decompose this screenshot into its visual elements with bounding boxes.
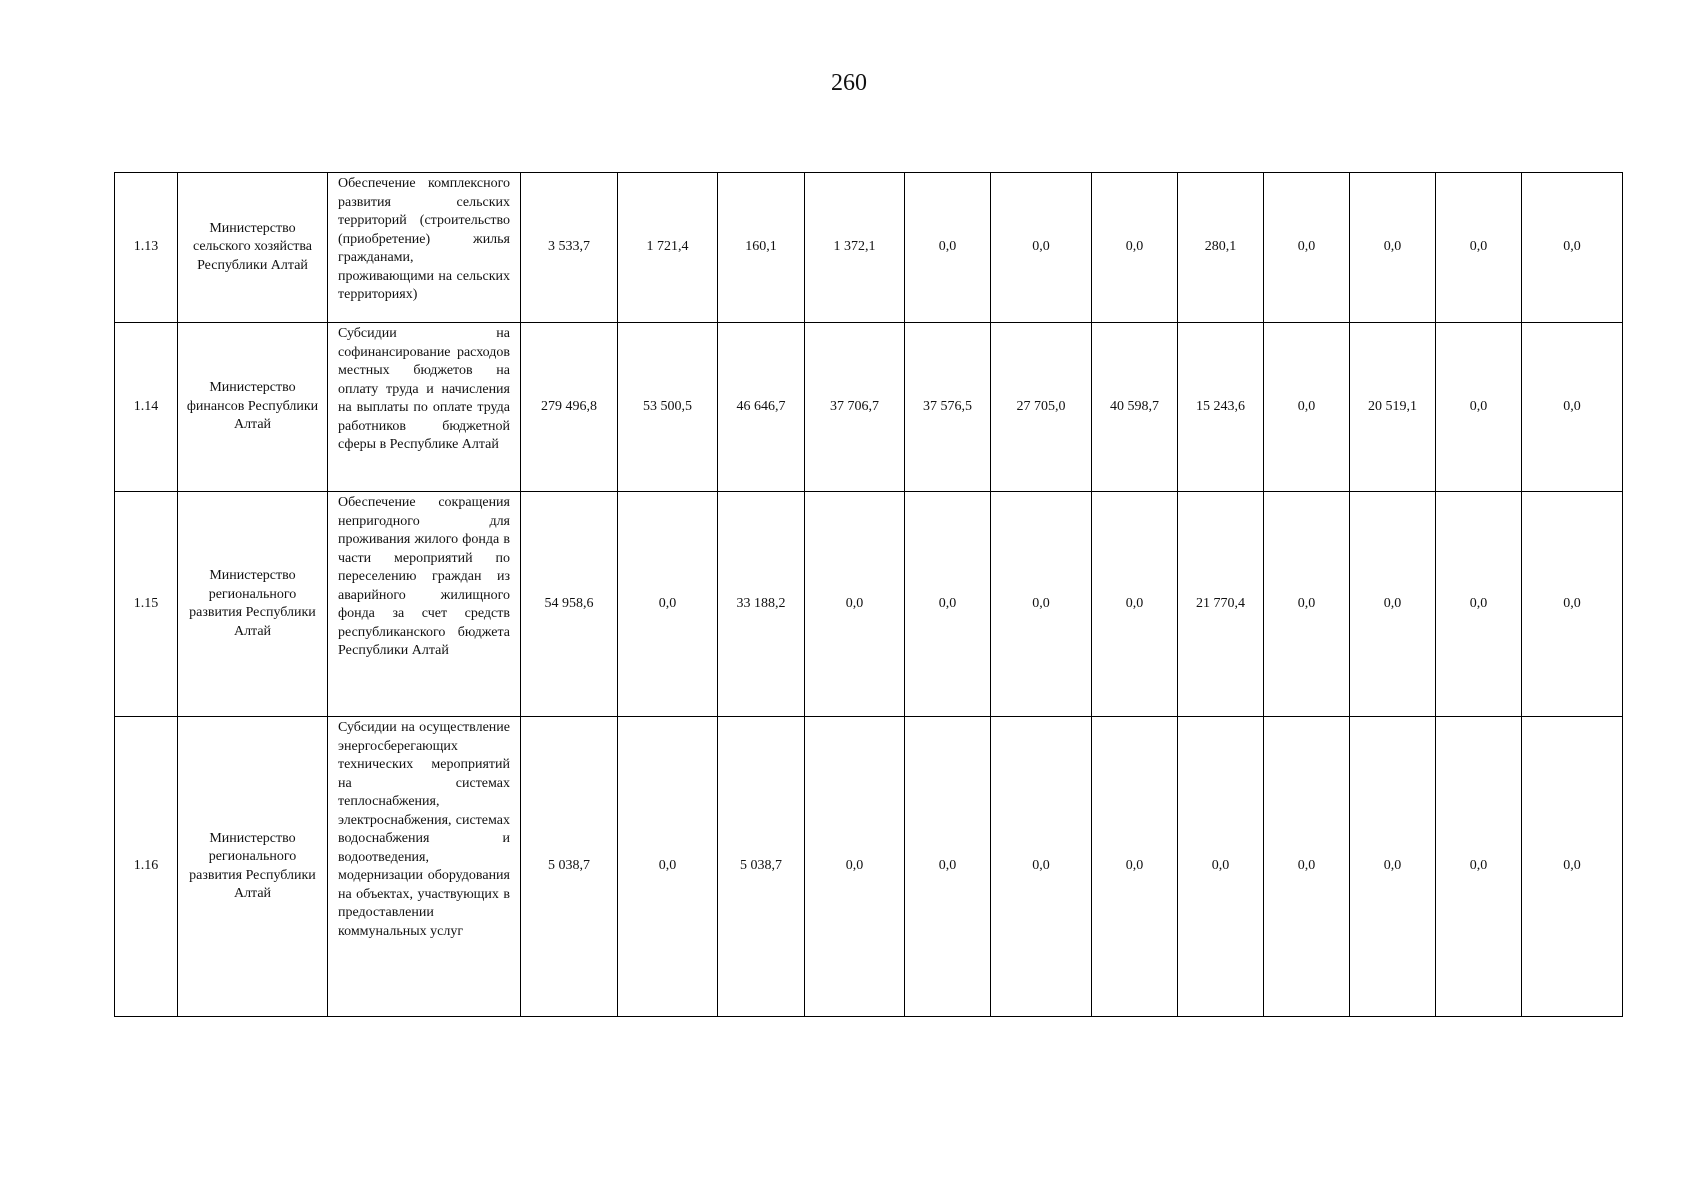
value-cell: 0,0 [991, 173, 1092, 323]
value-cell: 0,0 [1092, 173, 1178, 323]
value-cell: 0,0 [1264, 173, 1350, 323]
row-number: 1.13 [115, 173, 178, 323]
value-cell: 0,0 [1436, 717, 1522, 1017]
value-cell: 280,1 [1178, 173, 1264, 323]
responsible-organization: Министерство сельского хозяйства Республики Алтай [178, 173, 328, 323]
row-number: 1.14 [115, 323, 178, 492]
value-cell: 46 646,7 [718, 323, 805, 492]
value-cell: 0,0 [1264, 717, 1350, 1017]
value-cell: 0,0 [1350, 717, 1436, 1017]
value-cell: 37 576,5 [905, 323, 991, 492]
value-cell: 1 372,1 [805, 173, 905, 323]
value-cell: 0,0 [1350, 492, 1436, 717]
responsible-organization: Министерство финансов Республики Алтай [178, 323, 328, 492]
value-cell: 54 958,6 [521, 492, 618, 717]
value-cell: 37 706,7 [805, 323, 905, 492]
value-cell: 0,0 [1522, 323, 1623, 492]
value-cell: 0,0 [618, 717, 718, 1017]
value-cell: 53 500,5 [618, 323, 718, 492]
value-cell: 27 705,0 [991, 323, 1092, 492]
value-cell: 0,0 [905, 173, 991, 323]
value-cell: 0,0 [905, 717, 991, 1017]
value-cell: 0,0 [1178, 717, 1264, 1017]
row-number: 1.16 [115, 717, 178, 1017]
value-cell: 0,0 [618, 492, 718, 717]
value-cell: 279 496,8 [521, 323, 618, 492]
row-number: 1.15 [115, 492, 178, 717]
value-cell: 0,0 [905, 492, 991, 717]
value-cell: 1 721,4 [618, 173, 718, 323]
value-cell: 0,0 [1436, 173, 1522, 323]
value-cell: 0,0 [1436, 492, 1522, 717]
table-row [115, 173, 1623, 323]
value-cell: 160,1 [718, 173, 805, 323]
value-cell: 0,0 [1264, 323, 1350, 492]
value-cell: 0,0 [1350, 173, 1436, 323]
measure-description: Обеспечение сокращения непригодного для проживания жилого фонда в части мероприятий по переселению граждан из аварийного жилищного фонда за счет средств республиканского бюджета Республики Алтай [328, 492, 521, 717]
value-cell: 0,0 [1264, 492, 1350, 717]
value-cell: 0,0 [805, 717, 905, 1017]
measure-description: Обеспечение комплексного развития сельских территорий (строительство (приобретение) жилья гражданами, проживающими на сельских территориях) [328, 173, 521, 323]
value-cell: 0,0 [805, 492, 905, 717]
value-cell: 0,0 [1092, 492, 1178, 717]
table-row [115, 717, 1623, 1017]
value-cell: 0,0 [1092, 717, 1178, 1017]
responsible-organization: Министерство регионального развития Республики Алтай [178, 717, 328, 1017]
value-cell: 0,0 [1436, 323, 1522, 492]
responsible-organization: Министерство регионального развития Республики Алтай [178, 492, 328, 717]
page-number: 260 [831, 70, 867, 96]
value-cell: 0,0 [1522, 173, 1623, 323]
value-cell: 5 038,7 [718, 717, 805, 1017]
value-cell: 3 533,7 [521, 173, 618, 323]
value-cell: 0,0 [991, 492, 1092, 717]
measure-description: Субсидии на софинансирование расходов местных бюджетов на оплату труда и начисления на выплаты по оплате труда работников бюджетной сферы в Республике Алтай [328, 323, 521, 492]
value-cell: 5 038,7 [521, 717, 618, 1017]
value-cell: 40 598,7 [1092, 323, 1178, 492]
value-cell: 15 243,6 [1178, 323, 1264, 492]
table-row [115, 323, 1623, 492]
measure-description: Субсидии на осуществление энергосберегающих технических мероприятий на системах теплоснабжения, электроснабжения, системах водоснабжения и водоотведения, модернизации оборудования на объектах, участвующих в предоставлении коммунальных услуг [328, 717, 521, 1017]
table-row [115, 492, 1623, 717]
value-cell: 21 770,4 [1178, 492, 1264, 717]
value-cell: 0,0 [991, 717, 1092, 1017]
value-cell: 0,0 [1522, 717, 1623, 1017]
value-cell: 20 519,1 [1350, 323, 1436, 492]
budget-table [114, 172, 1623, 1017]
value-cell: 0,0 [1522, 492, 1623, 717]
value-cell: 33 188,2 [718, 492, 805, 717]
